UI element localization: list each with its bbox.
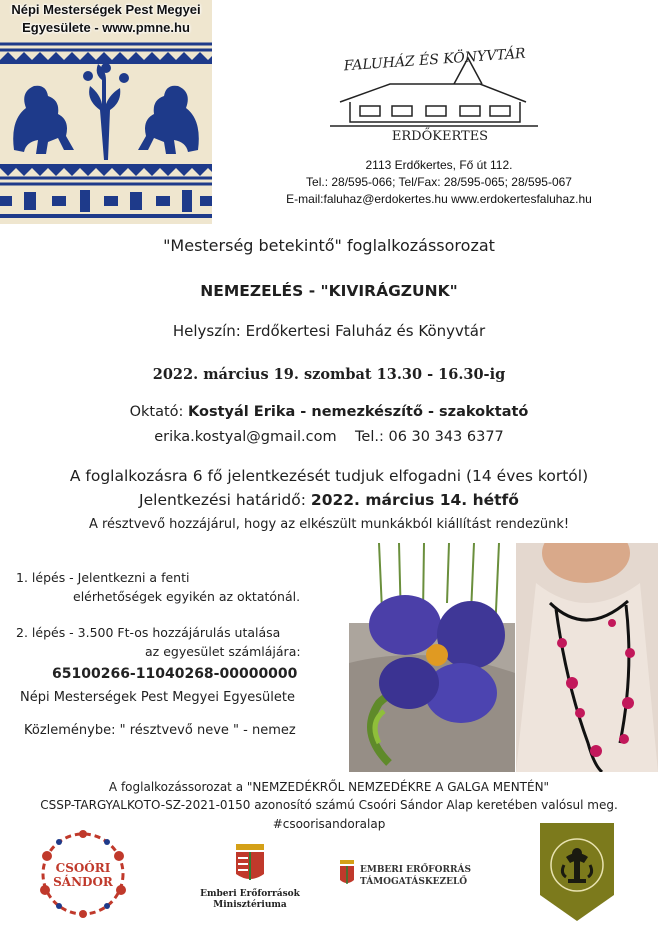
deadline-value: 2022. március 14. hétfő <box>310 491 519 509</box>
capacity-text: A foglalkozásra 6 fő jelentkezését tudjuk elfogadni (14 éves kortól) <box>69 467 589 485</box>
hungarian-coat-of-arms-icon <box>196 840 304 914</box>
step2-line1: 2. lépés - 3.500 Ft-os hozzájárulás utalása <box>16 625 281 640</box>
faluhaz-logo-title: FALUHÁZ ÉS KÖNYVTÁR <box>343 45 527 75</box>
emet-line2: TÁMOGATÁSKEZELŐ <box>360 877 468 887</box>
org-name-line2: Egyesülete - www.pmne.hu <box>22 20 190 35</box>
hashtag-text: #csoorisandoralap <box>272 817 386 831</box>
csoori-logo-line2: SÁNDOR <box>53 875 113 889</box>
account-holder: Népi Mesterségek Pest Megyei Egyesülete <box>20 690 295 705</box>
csoori-sandor-logo <box>33 826 133 921</box>
email-web-text: E-mail:faluhaz@erdokertes.hu www.erdokertesfaluhaz.hu <box>286 192 592 206</box>
felt-necklace-photo <box>516 543 658 772</box>
org-name-line1: Népi Mesterségek Pest Megyei <box>11 2 201 17</box>
deadline-line <box>0 491 658 509</box>
instructor-label: Oktató: <box>129 404 184 420</box>
emmi-line1: Emberi Erőforrások <box>200 889 300 899</box>
exhibit-note: A résztvevő hozzájárul, hogy az elkészült munkákból kiállítást rendezünk! <box>88 517 570 532</box>
csoori-logo-line1: CSOÓRI <box>55 861 111 875</box>
instructor-line <box>0 404 658 420</box>
faluhaz-building-logo <box>330 40 540 148</box>
step1-line2: elérhetőségek egyikén az oktatónál. <box>73 589 301 604</box>
venue-text: Helyszín: Erdőkertesi Faluház és Könyvtár <box>172 322 486 340</box>
felt-flower-photo <box>349 543 515 772</box>
faluhaz-logo-place: ERDŐKERTES <box>391 129 489 144</box>
pmne-emblem-logo <box>540 823 614 921</box>
emmi-logo <box>196 840 304 914</box>
funding-line2: CSSP-TARGYALKOTO-SZ-2021-0150 azonosító számú Csoóri Sándor Alap keretében valósul meg. <box>40 798 618 812</box>
step2-line2: az egyesület számlájára: <box>145 644 301 659</box>
instructor-phone: Tel.: 06 30 343 6377 <box>355 429 504 445</box>
emmi-line2: Minisztériuma <box>213 900 287 910</box>
payment-reference: Közleménybe: " résztvevő neve " - nemez <box>24 723 296 738</box>
funding-line1: A foglalkozássorozat a "NEMZEDÉKRŐL NEMZEDÉKRE A GALGA MENTÉN" <box>108 780 550 794</box>
instructor-contact-line <box>0 429 658 445</box>
phone-text: Tel.: 28/595-066; Tel/Fax: 28/595-065; 28/595-067 <box>306 175 572 189</box>
address-text: 2113 Erdőkertes, Fő út 112. <box>365 158 513 172</box>
series-title: "Mesterség betekintő" foglalkozássorozat <box>163 236 495 255</box>
emet-line1: EMBERI ERŐFORRÁS <box>360 865 471 875</box>
step1-line1: 1. lépés - Jelentkezni a fenti <box>16 570 190 585</box>
instructor-name: Kostyál Erika - nemezkészítő - szakoktató <box>188 404 529 420</box>
emet-logo <box>336 856 486 896</box>
account-number: 65100266-11040268-00000000 <box>52 666 298 682</box>
event-datetime: 2022. március 19. szombat 13.30 - 16.30-ig <box>152 366 506 383</box>
deadline-label: Jelentkezési határidő: <box>139 491 306 509</box>
event-title: NEMEZELÉS - "KIVIRÁGZUNK" <box>200 282 458 300</box>
instructor-email: erika.kostyal@gmail.com <box>154 429 337 445</box>
